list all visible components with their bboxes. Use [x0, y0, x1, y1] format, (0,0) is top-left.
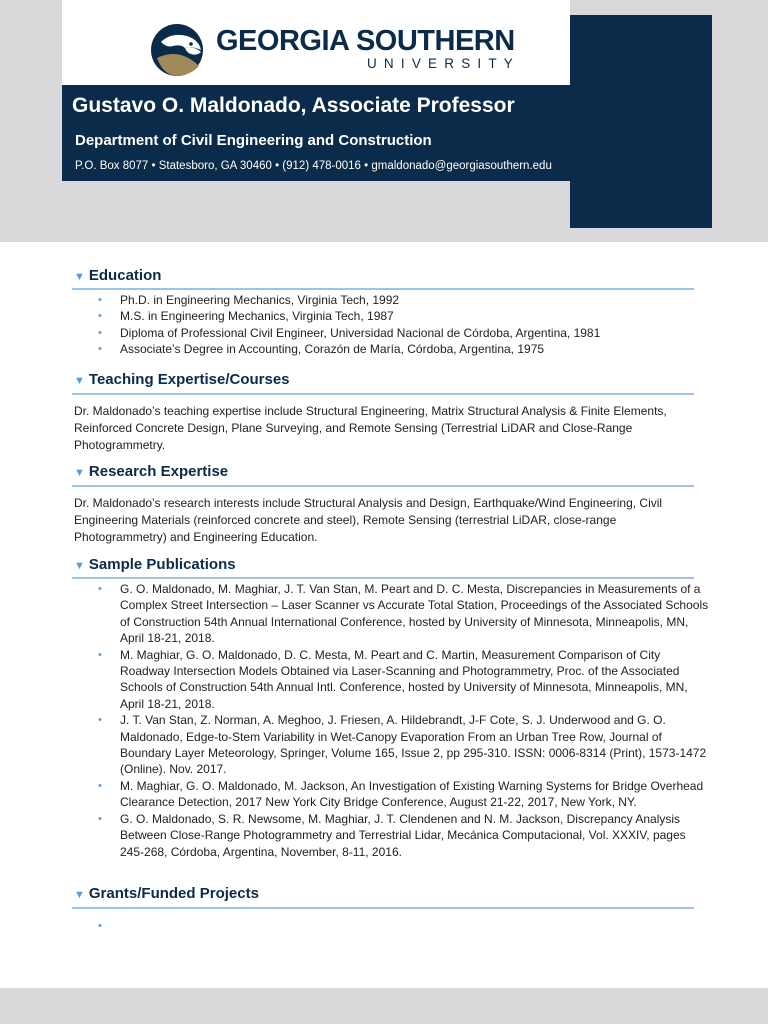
triangle-down-icon: ▼	[74, 375, 85, 387]
section-title-research: ▼ Research Expertise	[74, 463, 229, 480]
wordmark-line1: GEORGIA SOUTHERN	[216, 25, 515, 57]
section-divider	[72, 485, 694, 487]
contact-line: P.O. Box 8077 • Statesboro, GA 30460 • (912) 478-0016 • gmaldonado@georgiasouthern.edu	[75, 160, 552, 172]
bullet-icon: •	[98, 779, 102, 792]
list-item: • Ph.D. in Engineering Mechanics, Virginia Tech, 1992	[98, 293, 400, 307]
list-item: • G. O. Maldonado, M. Maghiar, J. T. Van Stan, M. Peart and D. C. Mesta, Discrepancies in Measurements of a Complex Street Intersection – Laser Scanner vs Accurate Total Station, Proceedings of the Associated Schools of Construction 54th Annual International Conference, hosted by University of Minnesota, Minneapolis, MN, April 18-21, 2018.	[98, 582, 709, 646]
research-paragraph: Dr. Maldonado’s research interests include Structural Analysis and Design, Earthquake/Wind Engineering, Civil Engineering Materials (reinforced concrete and steel), Remote Sensing (terrestrial LiDAR, close-range Photogrammetry) and Engineering Education.	[74, 496, 663, 544]
education-list	[98, 292, 710, 358]
section-divider	[72, 577, 694, 579]
header-accent-block	[570, 15, 712, 228]
list-item: • M.S. in Engineering Mechanics, Virginia Tech, 1987	[98, 309, 394, 324]
triangle-down-icon: ▼	[74, 560, 85, 572]
section-title-education: ▼ Education	[74, 267, 162, 284]
list-item: • J. T. Van Stan, Z. Norman, A. Meghoo, J. Friesen, A. Hildebrandt, J-F Cote, S. J. Underwood and G. O. Maldonado, Edge-to-Stem Variability in Wet-Canopy Evaporation From an Urban Tree Row, Journal of Boundary Layer Meteorology, Springer, Volume 165, Issue 2, pp 295-310. ISSN: 0006-8314 (Print), 1573-1472 (Online). Nov. 2017.	[98, 713, 707, 777]
list-item: • M. Maghiar, G. O. Maldonado, M. Jackson, An Investigation of Existing Warning Systems for Bridge Overhead Clearance Detection, 2017 New York City Bridge Conference, August 21-22, 2017, New York, NY.	[98, 778, 704, 810]
bullet-icon: •	[98, 714, 102, 727]
section-title-grants: ▼ Grants/Funded Projects	[74, 885, 259, 902]
bullet-icon: •	[98, 812, 102, 825]
triangle-down-icon: ▼	[74, 467, 85, 479]
teaching-paragraph: Dr. Maldonado’s teaching expertise include Structural Engineering, Matrix Structural Analysis & Finite Elements, Reinforced Concrete Design, Plane Surveying, and Remote Sensing (Terrestrial LiDAR and Close-Range Photogrammetry.	[74, 404, 667, 452]
university-wordmark	[216, 26, 520, 72]
bullet-icon: •	[98, 920, 102, 932]
list-item: • G. O. Maldonado, S. R. Newsome, M. Maghiar, J. T. Clendenen and N. M. Jackson, Discrepancy Analysis Between Close-Range Photogrammetry and Terrestrial Lidar, Mecánica Computacional, Vol. XXXIV, pages 245-268, Córdoba, Argentina, November, 8-11, 2016.	[98, 811, 686, 859]
section-divider	[72, 907, 694, 909]
section-divider	[72, 393, 694, 395]
bullet-icon: •	[98, 648, 102, 661]
eagle-logo-icon	[151, 22, 209, 80]
bullet-icon: •	[98, 294, 102, 306]
triangle-down-icon: ▼	[74, 271, 85, 283]
section-title-publications: ▼ Sample Publications	[74, 556, 236, 573]
professor-name: Gustavo O. Maldonado, Associate Professor	[72, 94, 515, 117]
list-item: • Associate’s Degree in Accounting, Corazón de María, Córdoba, Argentina, 1975	[98, 342, 545, 357]
bullet-icon: •	[98, 343, 102, 356]
publications-list	[98, 581, 710, 860]
section-divider	[72, 288, 694, 290]
wordmark-line2: UNIVERSITY	[366, 56, 520, 71]
section-title-teaching: ▼ Teaching Expertise/Courses	[74, 371, 290, 388]
triangle-down-icon: ▼	[74, 889, 85, 901]
bullet-icon: •	[98, 310, 102, 323]
list-item: • Diploma of Professional Civil Engineer, Universidad Nacional de Córdoba, Argentina, 1981	[98, 325, 601, 340]
bullet-icon: •	[98, 583, 102, 595]
list-item: • M. Maghiar, G. O. Maldonado, D. C. Mesta, M. Peart and C. Martin, Measurement Comparison of City Roadway Intersection Models Obtained via Laser-Scanning and Photogrammetry, Proc. of the Associated Schools of Construction 54th Annual Intl. Conference, hosted by University of Minnesota, Minneapolis, MN, April 18-21, 2018.	[98, 647, 688, 711]
department-name: Department of Civil Engineering and Construction	[75, 132, 432, 149]
footer-band	[0, 988, 768, 1024]
bullet-icon: •	[98, 326, 102, 339]
